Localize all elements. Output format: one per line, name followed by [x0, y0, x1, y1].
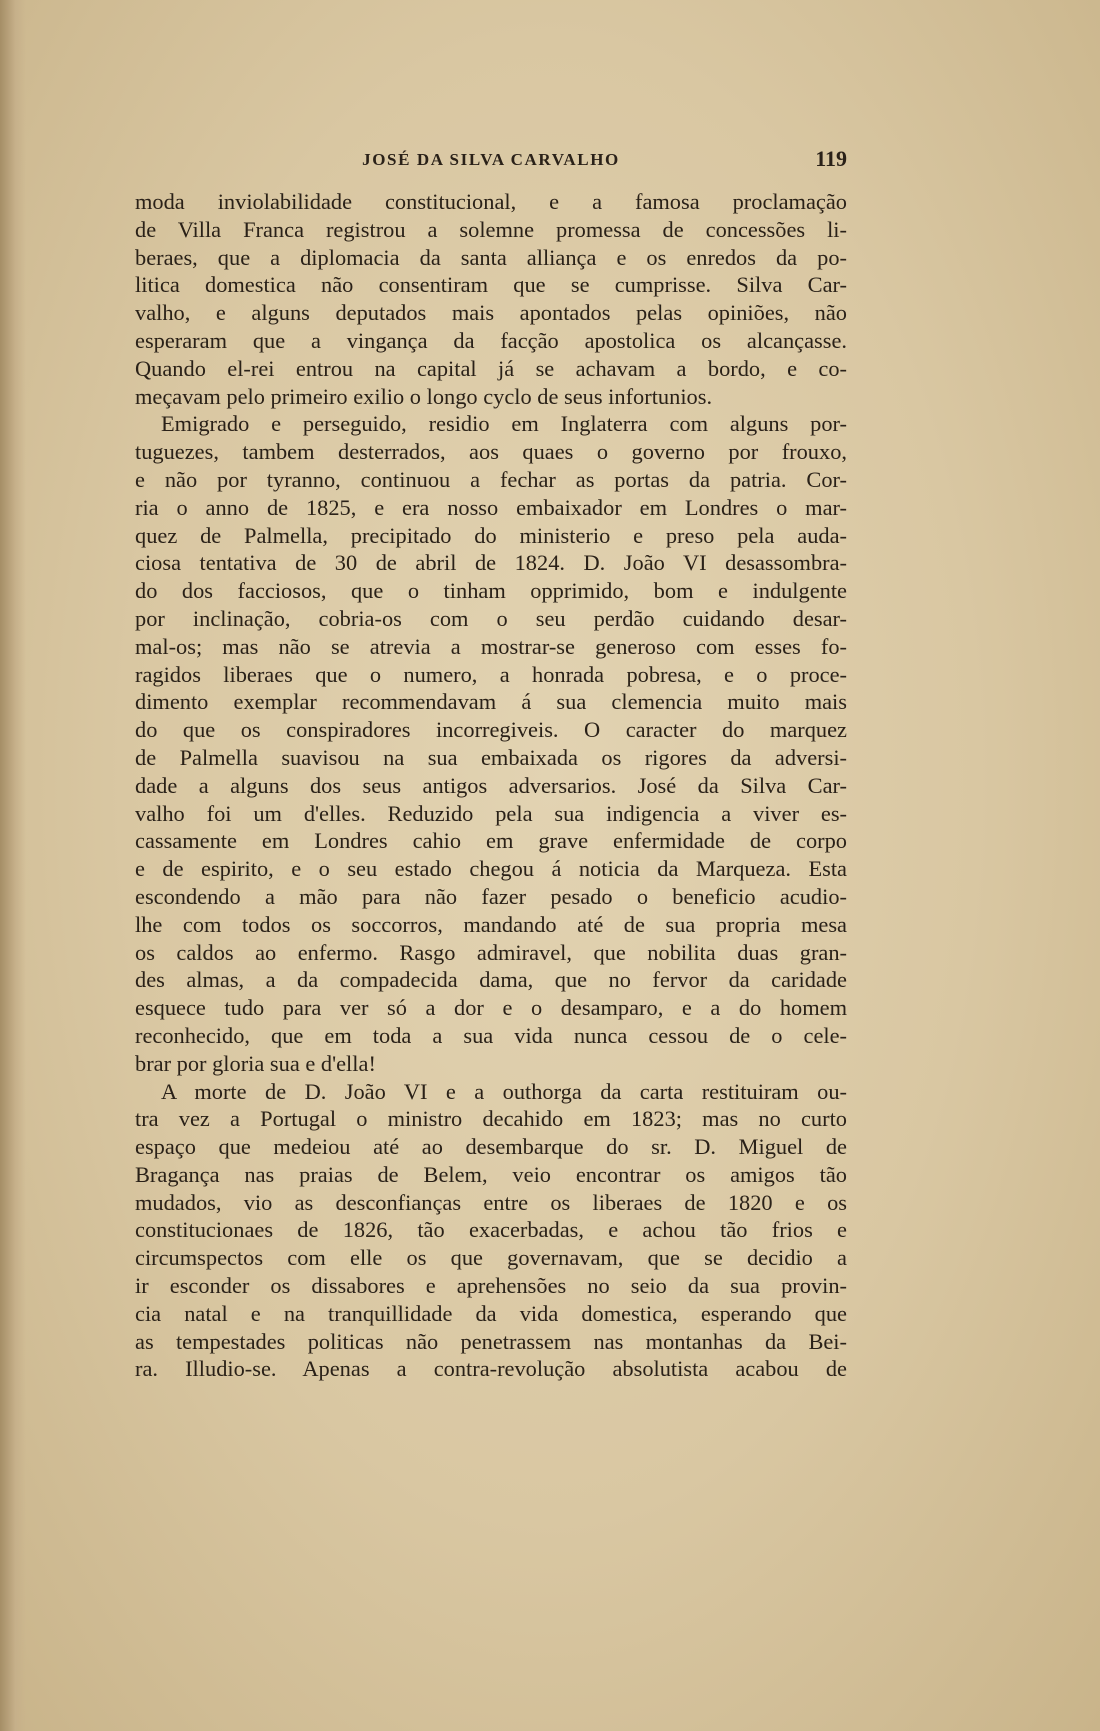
text-line: constitucionaes de 1826, tão exacerbadas, e achou tão frios e [135, 1217, 847, 1243]
text-line: ra. Illudio-se. Apenas a contra-revolução absolutista acabou de [135, 1356, 847, 1382]
text-line: do que os conspiradores incorregiveis. O caracter do marquez [135, 717, 847, 743]
text-line: por inclinação, cobria-os com o seu perdão cuidando desar- [135, 605, 847, 631]
text-line: reconhecido, que em toda a sua vida nunca cessou de o cele- [135, 1022, 847, 1048]
text-line: de Palmella suavisou na sua embaixada os rigores da adversi- [135, 744, 847, 770]
text-line: des almas, a da compadecida dama, que no fervor da caridade [135, 967, 847, 993]
text-line: Quando el-rei entrou na capital já se achavam a bordo, e co- [135, 355, 847, 381]
text-line: brar por gloria sua e d'ella! [135, 1050, 376, 1076]
text-line: valho, e alguns deputados mais apontados pelas opiniões, não [135, 300, 847, 326]
text-line: litica domestica não consentiram que se cumprisse. Silva Car- [135, 272, 847, 298]
text-line: dimento exemplar recommendavam á sua clemencia muito mais [135, 689, 847, 715]
text-line: tra vez a Portugal o ministro decahido em 1823; mas no curto [135, 1106, 847, 1132]
text-line: tuguezes, tambem desterrados, aos quaes o governo por frouxo, [135, 439, 847, 465]
text-line: esquece tudo para ver só a dor e o desamparo, e a do homem [135, 995, 847, 1021]
running-title: JOSÉ DA SILVA CARVALHO [362, 150, 620, 169]
text-line: ir esconder os dissabores e aprehensões no seio da sua provin- [135, 1273, 847, 1299]
text-line: lhe com todos os soccorros, mandando até de sua propria mesa [135, 911, 847, 937]
text-line: circumspectos com elle os que governavam, que se decidio a [135, 1245, 847, 1271]
text-line: os caldos ao enfermo. Rasgo admiravel, que nobilita duas gran- [135, 939, 847, 965]
text-line: cia natal e na tranquillidade da vida domestica, esperando que [135, 1300, 847, 1326]
text-line: mal-os; mas não se atrevia a mostrar-se generoso com esses fo- [135, 633, 847, 659]
text-line: espaço que medeiou até ao desembarque do sr. D. Miguel de [135, 1134, 847, 1160]
text-line: de Villa Franca registrou a solemne promessa de concessões li- [135, 216, 847, 242]
text-line: dade a alguns dos seus antigos adversarios. José da Silva Car- [135, 772, 847, 798]
text-line: as tempestades politicas não penetrassem nas montanhas da Bei- [135, 1328, 847, 1354]
text-line: cassamente em Londres cahio em grave enfermidade de corpo [135, 828, 847, 854]
text-line: esperaram que a vingança da facção apostolica os alcançasse. [135, 327, 847, 353]
text-line: e não por tyranno, continuou a fechar as portas da patria. Cor- [135, 466, 847, 492]
text-line: Emigrado e perseguido, residio em Inglaterra com alguns por- [161, 411, 847, 437]
text-line: moda inviolabilidade constitucional, e a famosa proclamação [135, 189, 847, 214]
text-line: beraes, que a diplomacia da santa alliança e os enredos da po- [135, 244, 847, 270]
body-text [135, 188, 847, 1383]
text-line: ragidos liberaes que o numero, a honrada pobresa, e o proce- [135, 661, 847, 687]
text-line: A morte de D. João VI e a outhorga da carta restituiram ou- [161, 1078, 847, 1104]
text-line: valho foi um d'elles. Reduzido pela sua indigencia a viver es- [135, 800, 847, 826]
page-header [135, 146, 847, 176]
text-line: mudados, vio as desconfianças entre os liberaes de 1820 e os [135, 1189, 847, 1215]
text-line: Bragança nas praias de Belem, veio encontrar os amigos tão [135, 1161, 847, 1187]
page-number: 119 [815, 146, 847, 171]
text-line: e de espirito, e o seu estado chegou á noticia da Marqueza. Esta [135, 856, 847, 882]
page-binding-shadow [0, 0, 26, 1731]
text-line: escondendo a mão para não fazer pesado o beneficio acudio- [135, 883, 847, 909]
text-line: quez de Palmella, precipitado do ministerio e preso pela auda- [135, 522, 847, 548]
text-line: meçavam pelo primeiro exilio o longo cyclo de seus infortunios. [135, 383, 713, 409]
text-line: ria o anno de 1825, e era nosso embaixador em Londres o mar- [135, 494, 847, 520]
text-line: do dos facciosos, que o tinham opprimido, bom e indulgente [135, 578, 847, 604]
text-line: ciosa tentativa de 30 de abril de 1824. D. João VI desassombra- [135, 550, 847, 576]
